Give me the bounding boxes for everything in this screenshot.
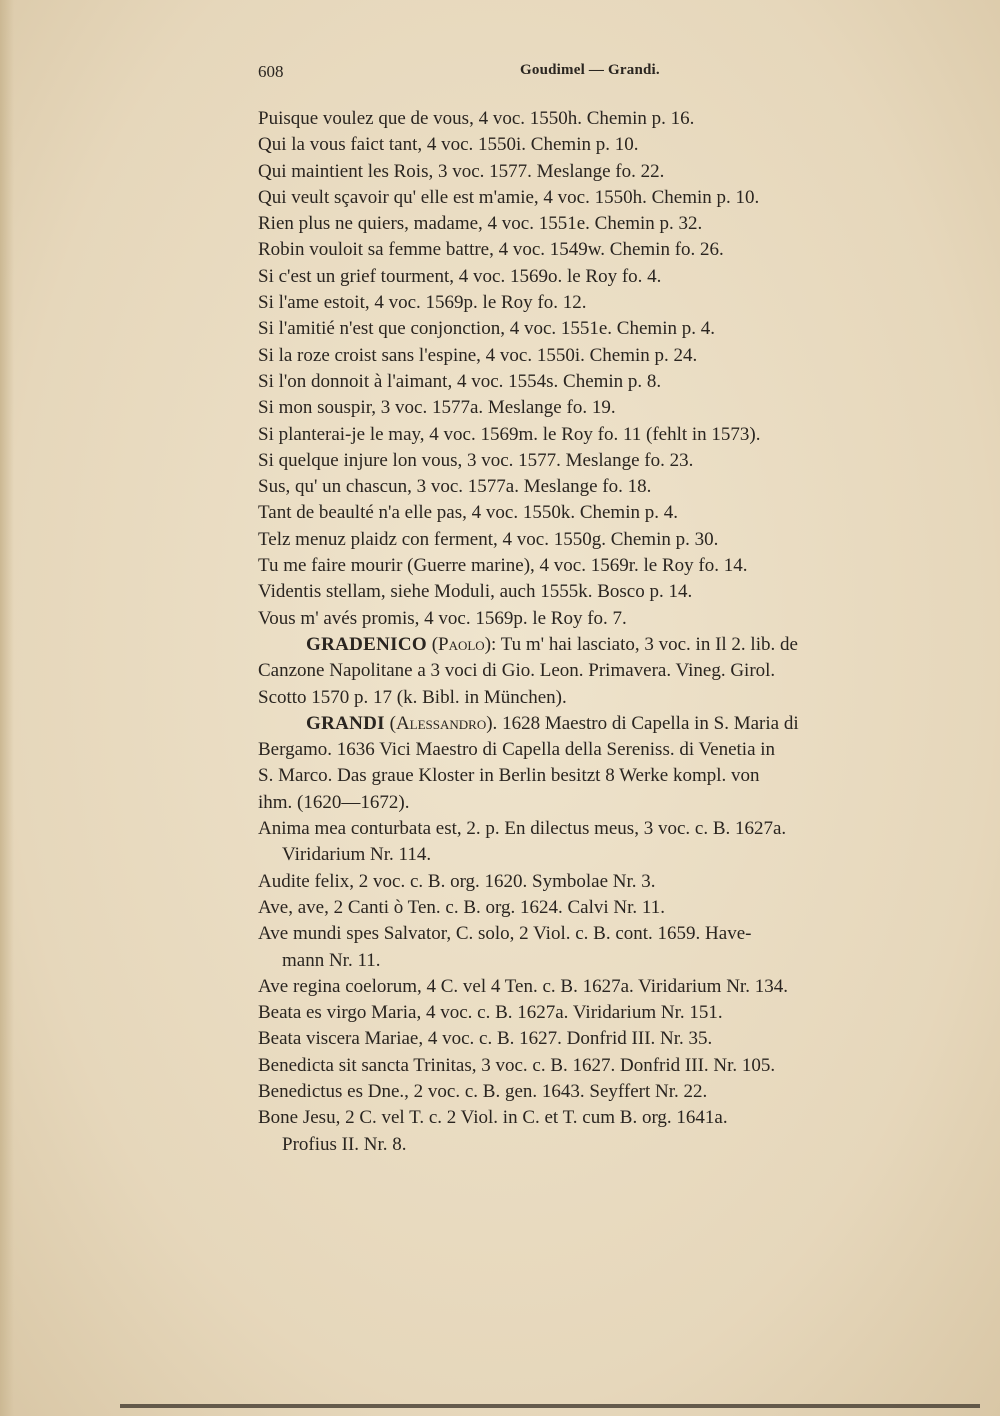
composer-name: GRADENICO bbox=[306, 633, 427, 655]
page-header bbox=[258, 62, 918, 88]
work-line: Audite felix, 2 voc. c. B. org. 1620. Symbolae Nr. 3. bbox=[258, 870, 656, 892]
paragraph-line: ihm. (1620—1672). bbox=[258, 791, 410, 813]
work-line-continuation: Viridarium Nr. 114. bbox=[282, 844, 432, 866]
work-line-continuation: Profius II. Nr. 8. bbox=[282, 1133, 407, 1155]
entry-line: Si l'ame estoit, 4 voc. 1569p. le Roy fo. 12. bbox=[258, 292, 587, 314]
entry-line: Vous m' avés promis, 4 voc. 1569p. le Roy fo. 7. bbox=[258, 607, 627, 629]
entry-line: Si quelque injure lon vous, 3 voc. 1577. Meslange fo. 23. bbox=[258, 449, 694, 471]
paragraph-line: Bergamo. 1636 Vici Maestro di Capella della Sereniss. di Venetia in bbox=[258, 739, 776, 761]
entry-line: Si l'on donnoit à l'aimant, 4 voc. 1554s. Chemin p. 8. bbox=[258, 370, 662, 392]
running-head: Goudimel — Grandi. bbox=[520, 62, 660, 78]
work-line: Bone Jesu, 2 C. vel T. c. 2 Viol. in C. et T. cum B. org. 1641a. bbox=[258, 1107, 728, 1129]
work-line: Benedicta sit sancta Trinitas, 3 voc. c. B. 1627. Donfrid III. Nr. 105. bbox=[258, 1054, 776, 1076]
paragraph-first-line: GRADENICO (Paolo): Tu m' hai lasciato, 3 voc. in Il 2. lib. de bbox=[306, 633, 798, 655]
work-line-continuation: mann Nr. 11. bbox=[282, 949, 381, 971]
paragraph-first-line: GRANDI (Alessandro). 1628 Maestro di Capella in S. Maria di bbox=[306, 712, 799, 734]
goudimel-entries bbox=[258, 106, 938, 632]
entry-line: Si planterai-je le may, 4 voc. 1569m. le Roy fo. 11 (fehlt in 1573). bbox=[258, 423, 761, 445]
entry-line: Si mon souspir, 3 voc. 1577a. Meslange fo. 19. bbox=[258, 397, 616, 419]
grandi-works bbox=[258, 816, 938, 1158]
work-line: Anima mea conturbata est, 2. p. En dilectus meus, 3 voc. c. B. 1627a. bbox=[258, 818, 787, 840]
work-line: Benedictus es Dne., 2 voc. c. B. gen. 1643. Seyffert Nr. 22. bbox=[258, 1080, 708, 1102]
entry-line: Si l'amitié n'est que conjonction, 4 voc. 1551e. Chemin p. 4. bbox=[258, 318, 715, 340]
entry-line: Telz menuz plaidz con ferment, 4 voc. 1550g. Chemin p. 30. bbox=[258, 528, 719, 550]
entry-line: Sus, qu' un chascun, 3 voc. 1577a. Meslange fo. 18. bbox=[258, 476, 652, 498]
entry-line: Qui veult sçavoir qu' elle est m'amie, 4 voc. 1550h. Chemin p. 10. bbox=[258, 186, 760, 208]
entry-line: Puisque voulez que de vous, 4 voc. 1550h. Chemin p. 16. bbox=[258, 108, 695, 129]
page-body bbox=[258, 106, 938, 1158]
composer-name: GRANDI bbox=[306, 712, 385, 734]
work-line: Beata es virgo Maria, 4 voc. c. B. 1627a. Viridarium Nr. 151. bbox=[258, 1002, 723, 1024]
entry-line: Qui la vous faict tant, 4 voc. 1550i. Chemin p. 10. bbox=[258, 134, 639, 156]
entry-line: Si c'est un grief tourment, 4 voc. 1569o. le Roy fo. 4. bbox=[258, 265, 662, 287]
gradenico-paragraph bbox=[258, 632, 938, 711]
entry-line: Qui maintient les Rois, 3 voc. 1577. Meslange fo. 22. bbox=[258, 160, 665, 182]
entry-line: Tant de beaulté n'a elle pas, 4 voc. 1550k. Chemin p. 4. bbox=[258, 502, 678, 524]
work-line: Ave regina coelorum, 4 C. vel 4 Ten. c. B. 1627a. Viridarium Nr. 134. bbox=[258, 975, 788, 997]
entry-line: Tu me faire mourir (Guerre marine), 4 voc. 1569r. le Roy fo. 14. bbox=[258, 555, 748, 577]
entry-line: Robin vouloit sa femme battre, 4 voc. 1549w. Chemin fo. 26. bbox=[258, 239, 724, 261]
paragraph-line: Scotto 1570 p. 17 (k. Bibl. in München). bbox=[258, 686, 567, 708]
work-line: Ave mundi spes Salvator, C. solo, 2 Viol. c. B. cont. 1659. Have- bbox=[258, 923, 752, 945]
composer-given-name: Paolo bbox=[438, 633, 485, 655]
paragraph-line: S. Marco. Das graue Kloster in Berlin besitzt 8 Werke kompl. von bbox=[258, 765, 760, 787]
entry-line: Si la roze croist sans l'espine, 4 voc. 1550i. Chemin p. 24. bbox=[258, 344, 698, 366]
grandi-paragraph bbox=[258, 711, 938, 816]
composer-given-name: Alessandro bbox=[395, 712, 487, 734]
paragraph-line: Canzone Napolitane a 3 voci di Gio. Leon. Primavera. Vineg. Girol. bbox=[258, 660, 776, 682]
entry-line: Videntis stellam, siehe Moduli, auch 1555k. Bosco p. 14. bbox=[258, 581, 693, 603]
page-bottom-edge bbox=[120, 1404, 980, 1408]
entry-line: Rien plus ne quiers, madame, 4 voc. 1551e. Chemin p. 32. bbox=[258, 213, 703, 235]
page-edge-shadow bbox=[0, 0, 14, 1416]
work-line: Beata viscera Mariae, 4 voc. c. B. 1627. Donfrid III. Nr. 35. bbox=[258, 1028, 713, 1050]
page-number: 608 bbox=[258, 62, 284, 81]
work-line: Ave, ave, 2 Canti ò Ten. c. B. org. 1624. Calvi Nr. 11. bbox=[258, 896, 665, 918]
